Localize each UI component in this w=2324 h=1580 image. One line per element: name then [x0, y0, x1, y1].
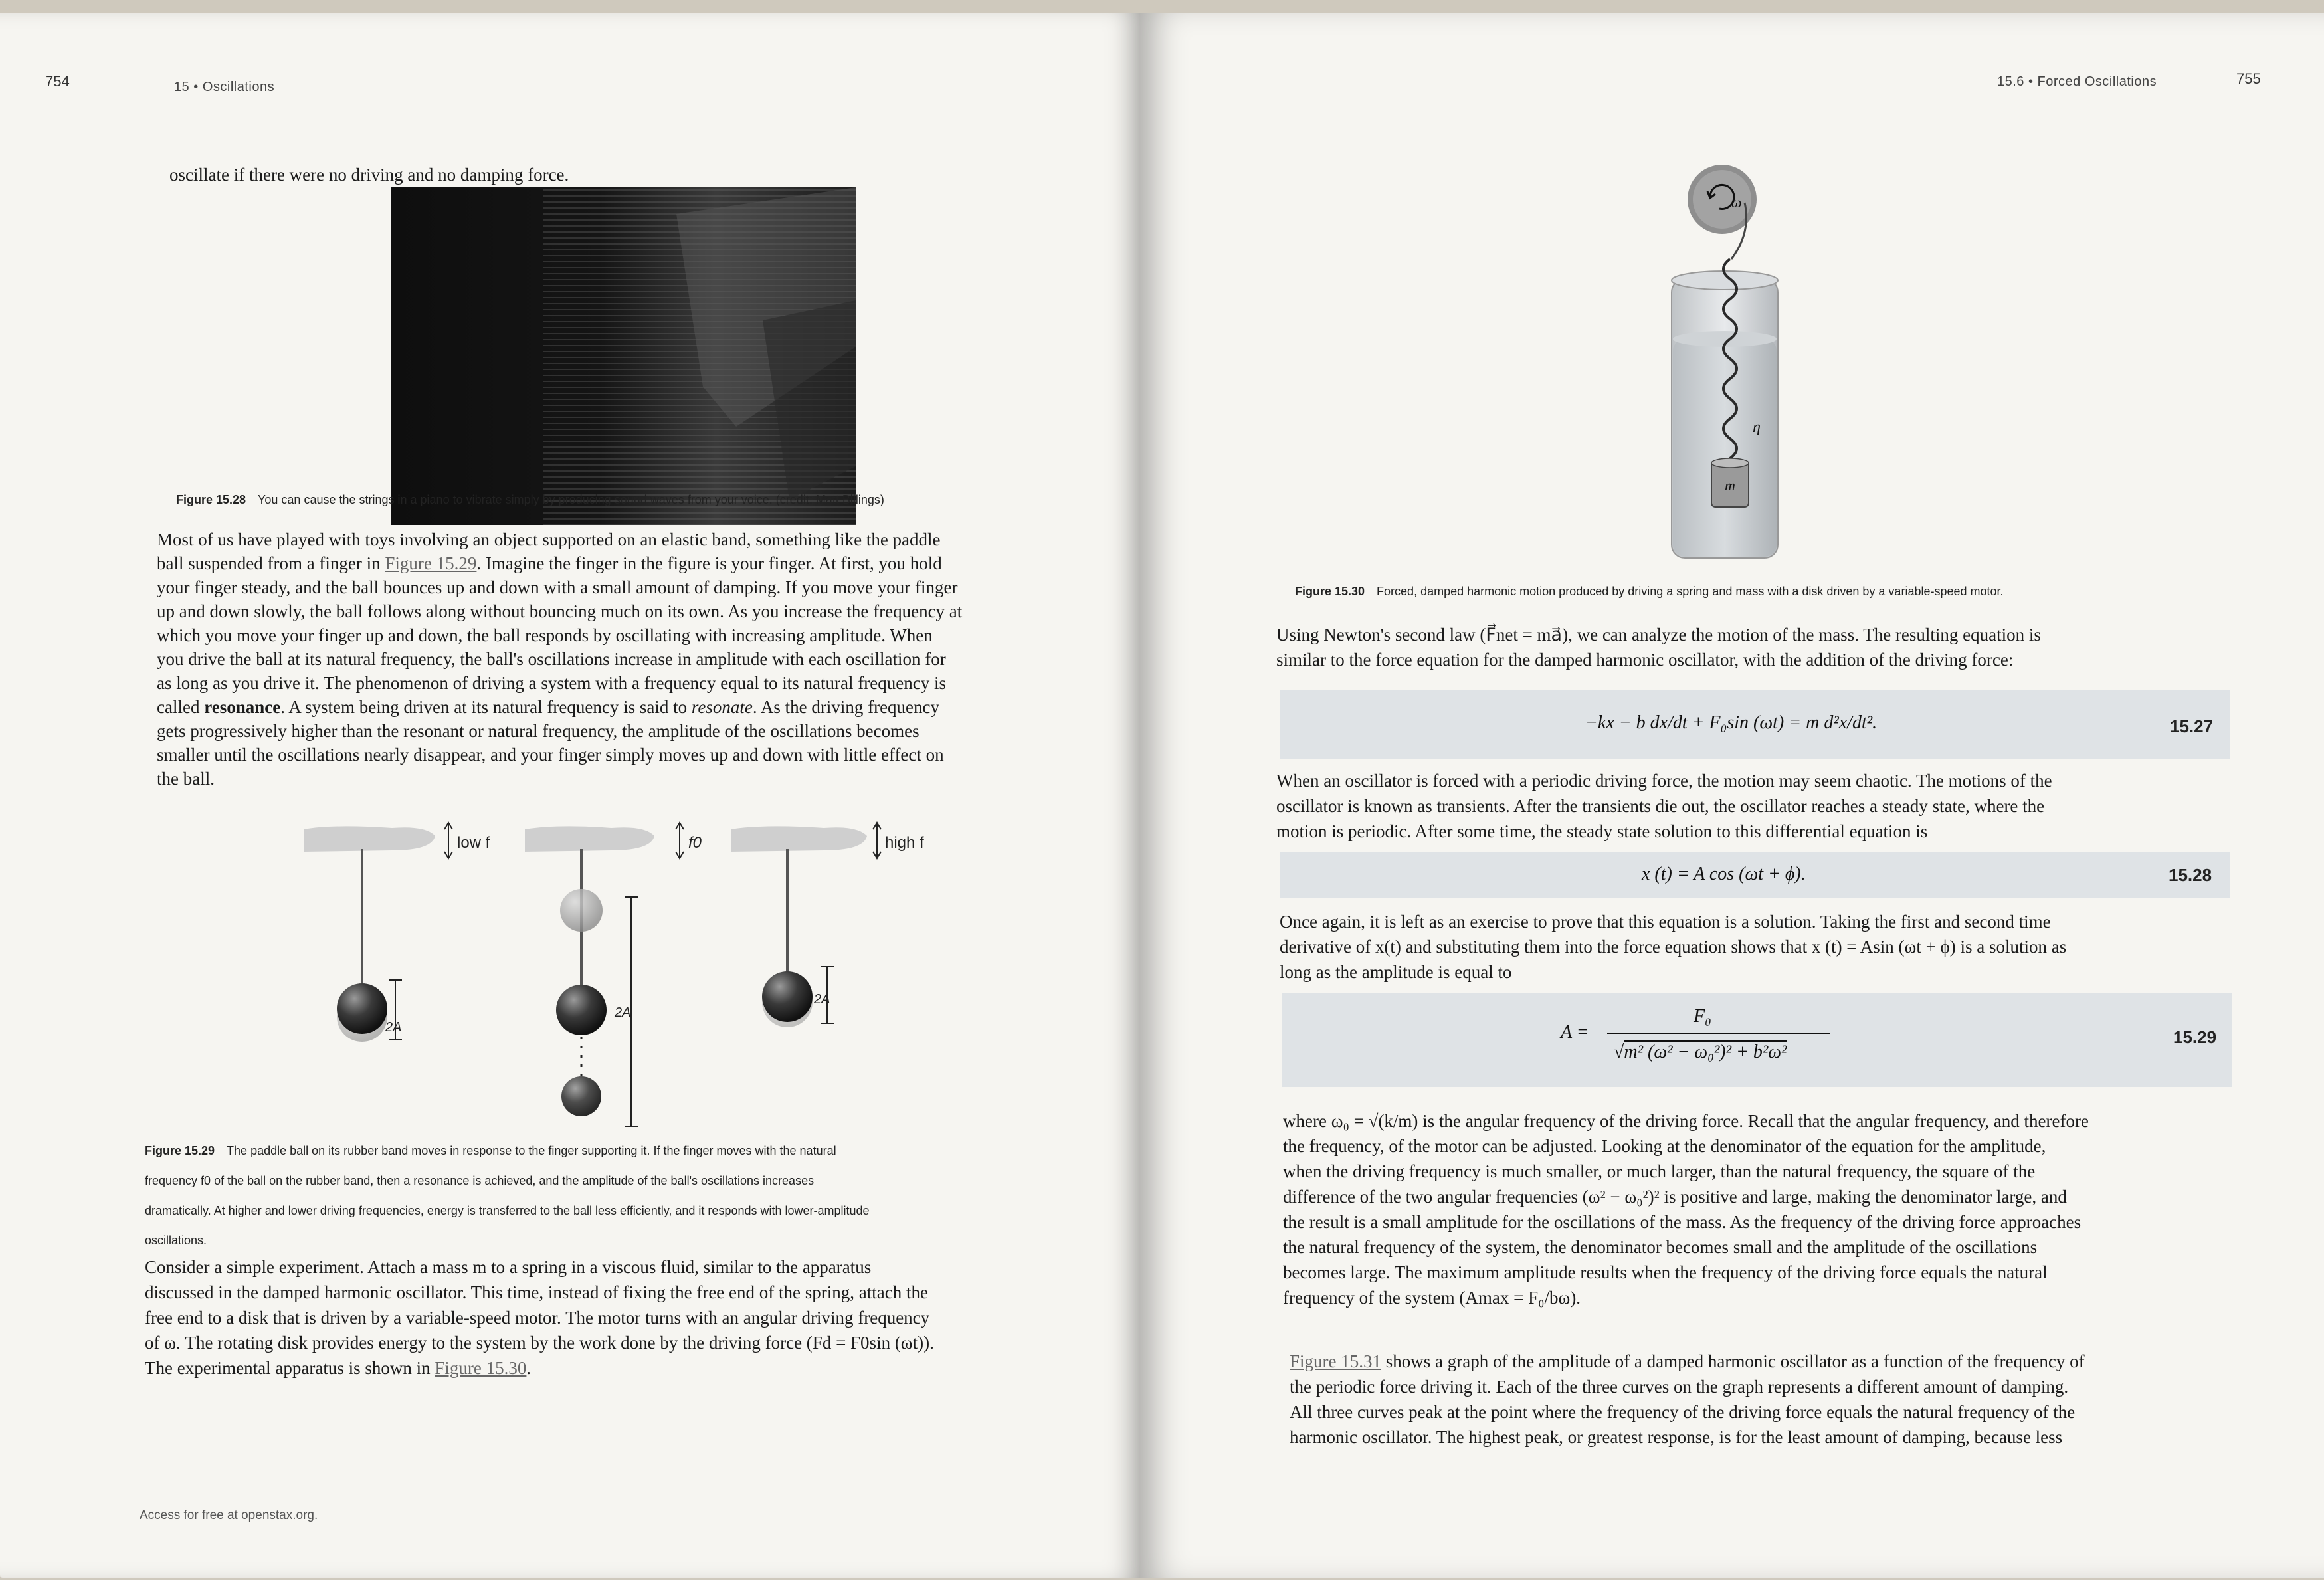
p1-text: ball suspended from a finger in	[157, 553, 385, 573]
page-number: 754	[45, 73, 70, 90]
p1-line: smaller until the oscillations nearly disappear, and your finger simply moves up and down with little effect on	[157, 745, 944, 765]
left-page	[0, 13, 1140, 1578]
p2-line: Consider a simple experiment. Attach a mass m to a spring in a viscous fluid, similar to the apparatus	[145, 1257, 872, 1277]
mass-label: m	[1725, 477, 1735, 494]
natural-frequency-scene	[525, 823, 684, 1126]
running-head: 15.6 • Forced Oscillations	[1997, 74, 2157, 89]
amplitude-label: 2A	[615, 1005, 631, 1020]
finger-icon	[525, 826, 654, 852]
paddle-ball-figure	[292, 817, 930, 1149]
p2-text: The experimental apparatus is shown in	[145, 1358, 435, 1378]
where-line: difference of the two angular frequencies (ω² − ω₀²)² is positive and large, making the denominator large, and	[1283, 1187, 2067, 1207]
p1-line: your finger steady, and the ball bounces up and down with a small amount of damping. If you move your finger	[157, 577, 958, 597]
equation-number: 15.29	[2173, 1027, 2217, 1047]
where-line: frequency of the system (Amax = F₀/bω).	[1283, 1288, 1581, 1308]
newton-line: similar to the force equation for the damped harmonic oscillator, with the addition of the driving force:	[1276, 650, 2014, 670]
equation-text: −kx − b dx/dt + F₀sin (ωt) = m d²x/dt².	[1585, 712, 1878, 733]
resonate-term: resonate	[691, 697, 753, 717]
figure-15-31-link[interactable]: Figure 15.31	[1290, 1351, 1381, 1371]
low-frequency-scene	[304, 823, 452, 1042]
p2-line: free end to a disk that is driven by a variable-speed motor. The motor turns with an angular driving frequency	[145, 1308, 930, 1328]
equation-text: x (t) = A cos (ωt + ϕ).	[1642, 864, 1806, 884]
running-head: 15 • Oscillations	[174, 80, 275, 94]
paragraph-where	[1283, 1108, 2279, 1310]
figure-28-label: Figure 15.28	[176, 493, 246, 506]
figure-29-text: dramatically. At higher and lower driving frequencies, energy is transferred to the ball less efficiently, and it responds with lower-amplitude	[145, 1204, 870, 1217]
where-line: the natural frequency of the system, the denominator becomes small and the amplitude of the oscillations	[1283, 1237, 2038, 1257]
p1-line: as long as you drive it. The phenomenon of driving a system with a frequency equal to its natural frequency is	[157, 673, 946, 693]
newton-line: Using Newton's second law (F⃗net = ma⃗), we can analyze the motion of the mass. The resulting equation is	[1276, 625, 2041, 644]
p1-line: the ball.	[157, 769, 215, 789]
intro-line: oscillate if there were no driving and no damping force.	[169, 165, 569, 185]
p1-text: . Imagine the finger in the figure is your finger. At first, you hold	[476, 553, 942, 573]
p1-line: gets progressively higher than the resonant or natural frequency, the amplitude of the oscillations becomes	[157, 721, 920, 741]
p1-line: which you move your finger up and down, the ball responds by oscillating with increasing amplitude. When	[157, 625, 933, 645]
equation-15-29	[1282, 993, 2232, 1087]
where-line: the frequency, of the motor can be adjusted. Looking at the denominator of the equation for the amplitude,	[1283, 1136, 2046, 1156]
p2-text: .	[526, 1358, 532, 1378]
equation-number: 15.27	[2170, 716, 2214, 736]
piano-strings-image	[391, 187, 856, 525]
right-page	[1140, 13, 2324, 1578]
p1-line: Most of us have played with toys involving an object supported on an elastic band, something like the paddle	[157, 530, 941, 549]
figure-29-text: frequency f0 of the ball on the rubber band, then a resonance is achieved, and the amplitude of the ball's oscillations increases	[145, 1174, 815, 1187]
amplitude-label: 2A	[814, 992, 830, 1007]
solution-line: Once again, it is left as an exercise to prove that this equation is a solution. Taking the first and second time	[1280, 912, 2051, 932]
finger-icon	[731, 826, 867, 852]
p2-line	[145, 1355, 1088, 1381]
p1-line: up and down slowly, the ball follows along without bouncing much on its own. As you increase the frequency at	[157, 601, 963, 621]
graph-line	[1290, 1349, 2286, 1374]
graph-line: harmonic oscillator. The highest peak, or greatest response, is for the least amount of damping, because less	[1290, 1427, 2063, 1447]
solution-line: long as the amplitude is equal to	[1280, 962, 1512, 982]
fraction-bar	[1607, 1033, 1830, 1034]
paragraph-experiment	[145, 1254, 1088, 1381]
equation-number: 15.28	[2169, 865, 2212, 885]
figure-28-caption	[176, 488, 884, 512]
equation-denominator: √m² (ω² − ω₀²)² + b²ω²	[1614, 1042, 1787, 1062]
piano-strings-photo	[391, 187, 856, 525]
low-f-label: low f	[457, 834, 490, 852]
paragraph-graph	[1290, 1349, 2286, 1450]
high-frequency-scene	[731, 823, 881, 1027]
figure-29-caption	[145, 1136, 870, 1256]
figure-15-29-link[interactable]: Figure 15.29	[385, 553, 477, 573]
paragraph-newton	[1276, 622, 2260, 672]
paragraph-transients	[1276, 768, 2260, 844]
transient-line: When an oscillator is forced with a periodic driving force, the motion may seem chaotic. The motions of the	[1276, 771, 2052, 791]
footer-link[interactable]: Access for free at openstax.org.	[140, 1508, 318, 1522]
figure-30-text: Forced, damped harmonic motion produced by driving a spring and mass with a disk driven by a variable-speed motor.	[1377, 585, 2004, 598]
transient-line: motion is periodic. After some time, the steady state solution to this differential equation is	[1276, 821, 1928, 841]
ball	[556, 985, 607, 1035]
figure-28-text: You can cause the strings in a piano to vibrate simply by producing sound waves from your voice. (credit: Matt Billings)	[258, 493, 884, 506]
p1-text: . A system being driven at its natural frequency is said to	[280, 697, 692, 717]
graph-text: shows a graph of the amplitude of a damped harmonic oscillator as a function of the frequency of	[1385, 1351, 2085, 1371]
figure-29-label: Figure 15.29	[145, 1144, 215, 1157]
paragraph-resonance	[157, 528, 1087, 791]
omega-label: ω	[1731, 194, 1742, 211]
eta-label: η	[1753, 419, 1761, 436]
graph-line: All three curves peak at the point where the frequency of the driving force equals the natural frequency of the	[1290, 1402, 2076, 1422]
equation-15-28	[1280, 852, 2230, 898]
where-line: when the driving frequency is much smaller, or much larger, than the natural frequency, the square of the	[1283, 1161, 2036, 1181]
figure-29-text: The paddle ball on its rubber band moves in response to the finger supporting it. If the finger moves with the natural	[227, 1144, 836, 1157]
high-f-label: high f	[885, 834, 924, 852]
figure-30-caption	[1295, 579, 2004, 603]
p1-line	[157, 695, 1087, 719]
figure-30-label: Figure 15.30	[1295, 585, 1365, 598]
page-number: 755	[2236, 70, 2261, 87]
p1-line	[157, 551, 1087, 575]
equation-lhs: A =	[1561, 1022, 1589, 1042]
resonance-term: resonance	[204, 697, 281, 717]
graph-line: the periodic force driving it. Each of the three curves on the graph represents a different amount of damping.	[1290, 1377, 2069, 1397]
p2-line: of ω. The rotating disk provides energy to the system by the work done by the driving force (Fd = F0sin (ωt)).	[145, 1333, 934, 1353]
where-line: becomes large. The maximum amplitude results when the frequency of the driving force equals the natural	[1283, 1262, 2048, 1282]
ball	[337, 983, 387, 1034]
where-line: where ω₀ = √(k/m) is the angular frequency of the driving force. Recall that the angular frequency, and therefore	[1283, 1111, 2089, 1131]
amplitude-label: 2A	[385, 1020, 402, 1035]
viscous-fluid	[1673, 339, 1777, 557]
figure-29-text: oscillations.	[145, 1234, 207, 1247]
where-line: the result is a small amplitude for the oscillations of the mass. As the frequency of the driving force approaches	[1283, 1212, 2082, 1232]
ball	[762, 971, 813, 1022]
p1-text: . As the driving frequency	[752, 697, 940, 717]
solution-line: derivative of x(t) and substituting them into the force equation shows that x (t) = Asin (ωt + ϕ) is a solution as	[1280, 937, 2067, 957]
p1-line: you drive the ball at its natural frequency, the ball's oscillations increase in amplitude with each oscillation for	[157, 649, 946, 669]
f0-label: f0	[688, 834, 702, 852]
finger-icon	[304, 826, 435, 852]
transient-line: oscillator is known as transients. After the transients die out, the oscillator reaches a steady state, where the	[1276, 796, 2045, 816]
paragraph-solution	[1280, 909, 2263, 985]
equation-numerator: F₀	[1694, 1006, 1711, 1027]
p1-text: called	[157, 697, 205, 717]
figure-15-30-link[interactable]: Figure 15.30	[435, 1358, 527, 1378]
forced-oscillator-apparatus	[1638, 140, 1811, 578]
equation-15-27	[1280, 690, 2230, 759]
p2-line: discussed in the damped harmonic oscillator. This time, instead of fixing the free end of the spring, attach the	[145, 1282, 928, 1302]
equation-denominator-text: m² (ω² − ω₀²)² + b²ω²	[1624, 1042, 1787, 1062]
